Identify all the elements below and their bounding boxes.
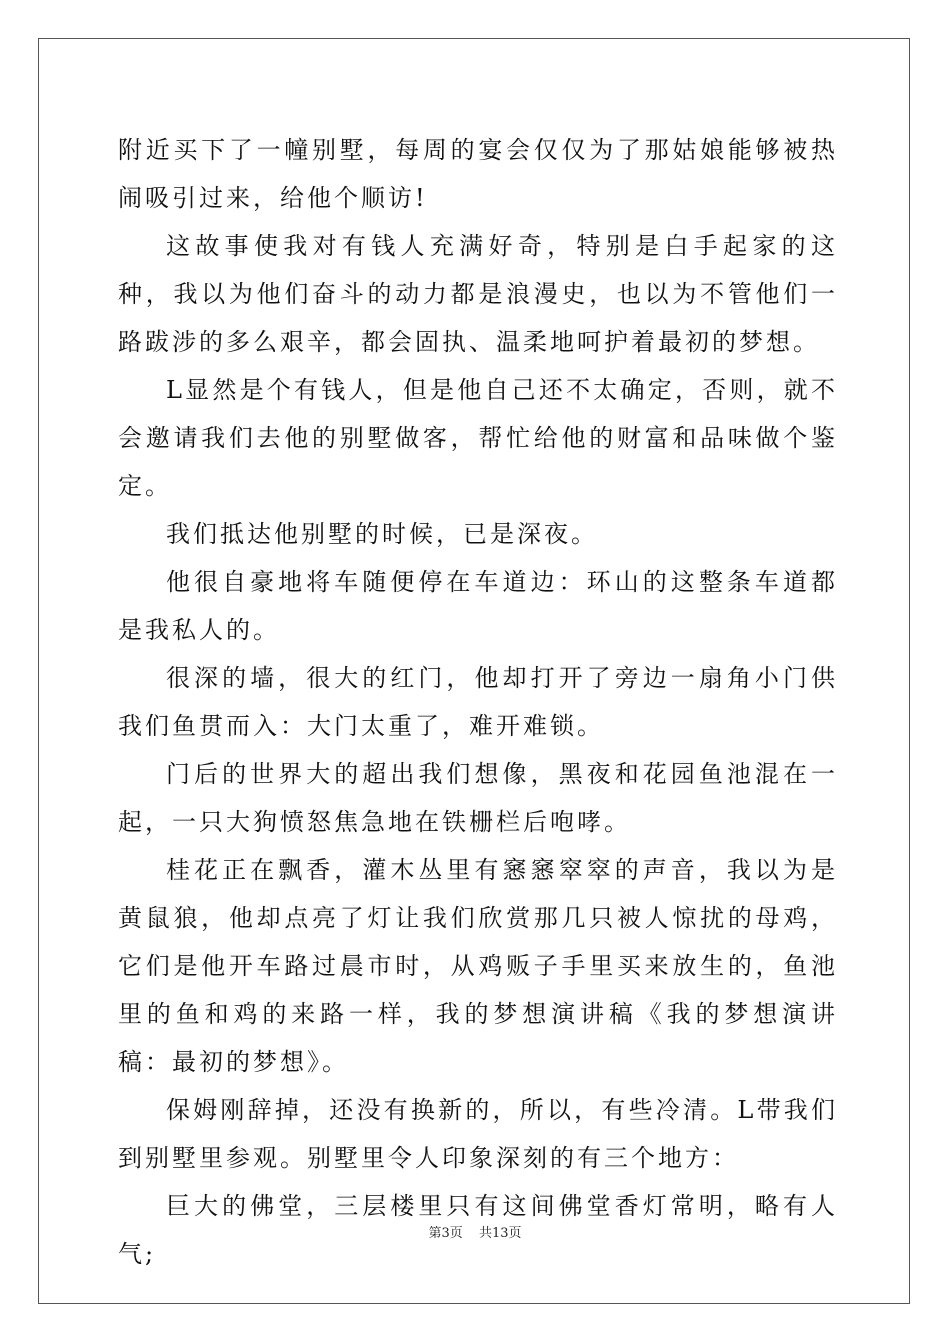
paragraph: L显然是个有钱人，但是他自己还不太确定，否则，就不会邀请我们去他的别墅做客，帮忙给他的财富和品味做个鉴定。 xyxy=(118,376,838,500)
document-body xyxy=(118,126,838,1278)
paragraph: 巨大的佛堂，三层楼里只有这间佛堂香灯常明，略有人气; xyxy=(118,1192,838,1268)
paragraph: 他很自豪地将车随便停在车道边：环山的这整条车道都是我私人的。 xyxy=(118,568,838,644)
paragraph: 门后的世界大的超出我们想像，黑夜和花园鱼池混在一起，一只大狗愤怒焦急地在铁栅栏后咆哮。 xyxy=(118,760,838,836)
page-number: 第3页 xyxy=(428,1226,463,1241)
paragraph: 保姆刚辞掉，还没有换新的，所以，有些冷清。L带我们到别墅里参观。别墅里令人印象深刻的有三个地方： xyxy=(118,1096,838,1172)
paragraph: 桂花正在飘香，灌木丛里有窸窸窣窣的声音，我以为是黄鼠狼，他却点亮了灯让我们欣赏那几只被人惊扰的母鸡，它们是他开车路过晨市时，从鸡贩子手里买来放生的，鱼池里的鱼和鸡的来路一样，我的梦想演讲稿《我的梦想演讲稿：最初的梦想》。 xyxy=(118,856,838,1076)
page-total: 共13页 xyxy=(478,1226,522,1241)
paragraph: 我们抵达他别墅的时候，已是深夜。 xyxy=(166,520,598,548)
page-footer xyxy=(0,1222,950,1241)
paragraph: 很深的墙，很大的红门，他却打开了旁边一扇角小门供我们鱼贯而入：大门太重了，难开难锁。 xyxy=(118,664,838,740)
paragraph: 这故事使我对有钱人充满好奇，特别是白手起家的这种，我以为他们奋斗的动力都是浪漫史，也以为不管他们一路跋涉的多么艰辛，都会固执、温柔地呵护着最初的梦想。 xyxy=(118,232,838,356)
paragraph: 附近买下了一幢别墅，每周的宴会仅仅为了那姑娘能够被热闹吸引过来，给他个顺访! xyxy=(118,136,838,212)
